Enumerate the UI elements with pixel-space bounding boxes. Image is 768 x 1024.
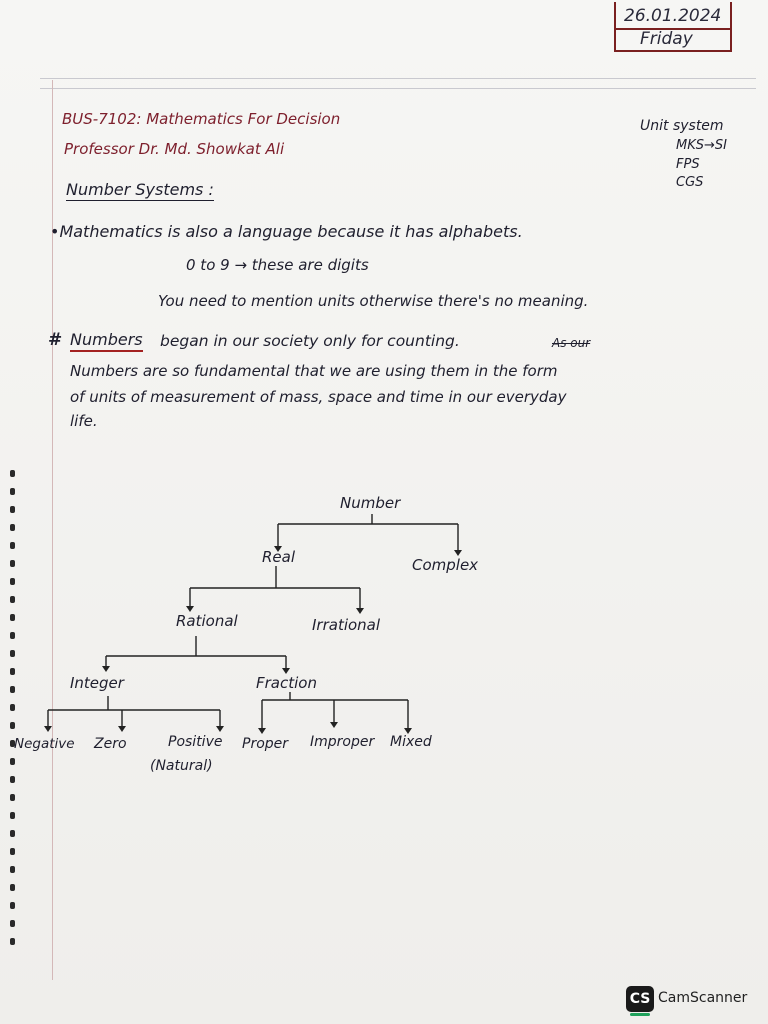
tree-node-fraction: Fraction bbox=[256, 674, 317, 692]
body-line: of units of measurement of mass, space and time in our everyday bbox=[70, 388, 567, 406]
body-line: You need to mention units otherwise there's no meaning. bbox=[158, 292, 589, 310]
tree-node-proper: Proper bbox=[242, 736, 289, 752]
tree-node-mixed: Mixed bbox=[390, 734, 432, 750]
unit-item: FPS bbox=[676, 157, 700, 172]
unit-system-label: Unit system bbox=[640, 118, 724, 134]
unit-item: MKS→SI bbox=[676, 138, 727, 153]
tree-node-rational: Rational bbox=[176, 612, 238, 630]
date-text: 26.01.2024 bbox=[624, 6, 722, 26]
hash-mark: # bbox=[48, 330, 63, 350]
body-line: life. bbox=[70, 412, 98, 430]
tree-node-positive: Positive bbox=[168, 734, 223, 750]
emphasized-word: Numbers bbox=[70, 330, 143, 352]
tree-node-natural: (Natural) bbox=[150, 758, 213, 774]
tree-node-integer: Integer bbox=[70, 674, 124, 692]
tree-node-zero: Zero bbox=[94, 736, 127, 752]
tree-node-negative: Negative bbox=[14, 736, 75, 752]
unit-item: CGS bbox=[676, 175, 704, 190]
professor-name: Professor Dr. Md. Showkat Ali bbox=[64, 140, 285, 158]
body-line: began in our society only for counting. bbox=[160, 332, 460, 350]
camscanner-logo: CS bbox=[626, 986, 654, 1012]
tree-node-number: Number bbox=[340, 494, 401, 512]
body-line: 0 to 9 → these are digits bbox=[186, 256, 369, 274]
body-line: Numbers are so fundamental that we are using them in the form bbox=[70, 362, 558, 380]
tree-node-complex: Complex bbox=[412, 556, 479, 574]
section-heading: Number Systems : bbox=[66, 180, 214, 199]
tree-node-irrational: Irrational bbox=[312, 616, 381, 634]
day-text: Friday bbox=[640, 29, 693, 49]
course-title: BUS-7102: Mathematics For Decision bbox=[62, 110, 341, 128]
tree-node-real: Real bbox=[262, 548, 296, 566]
tree-node-improper: Improper bbox=[310, 734, 375, 750]
body-line: •Mathematics is also a language because it has alphabets. bbox=[50, 222, 523, 241]
struck-text: As our bbox=[552, 336, 591, 350]
camscanner-brand: CamScanner bbox=[658, 990, 748, 1006]
